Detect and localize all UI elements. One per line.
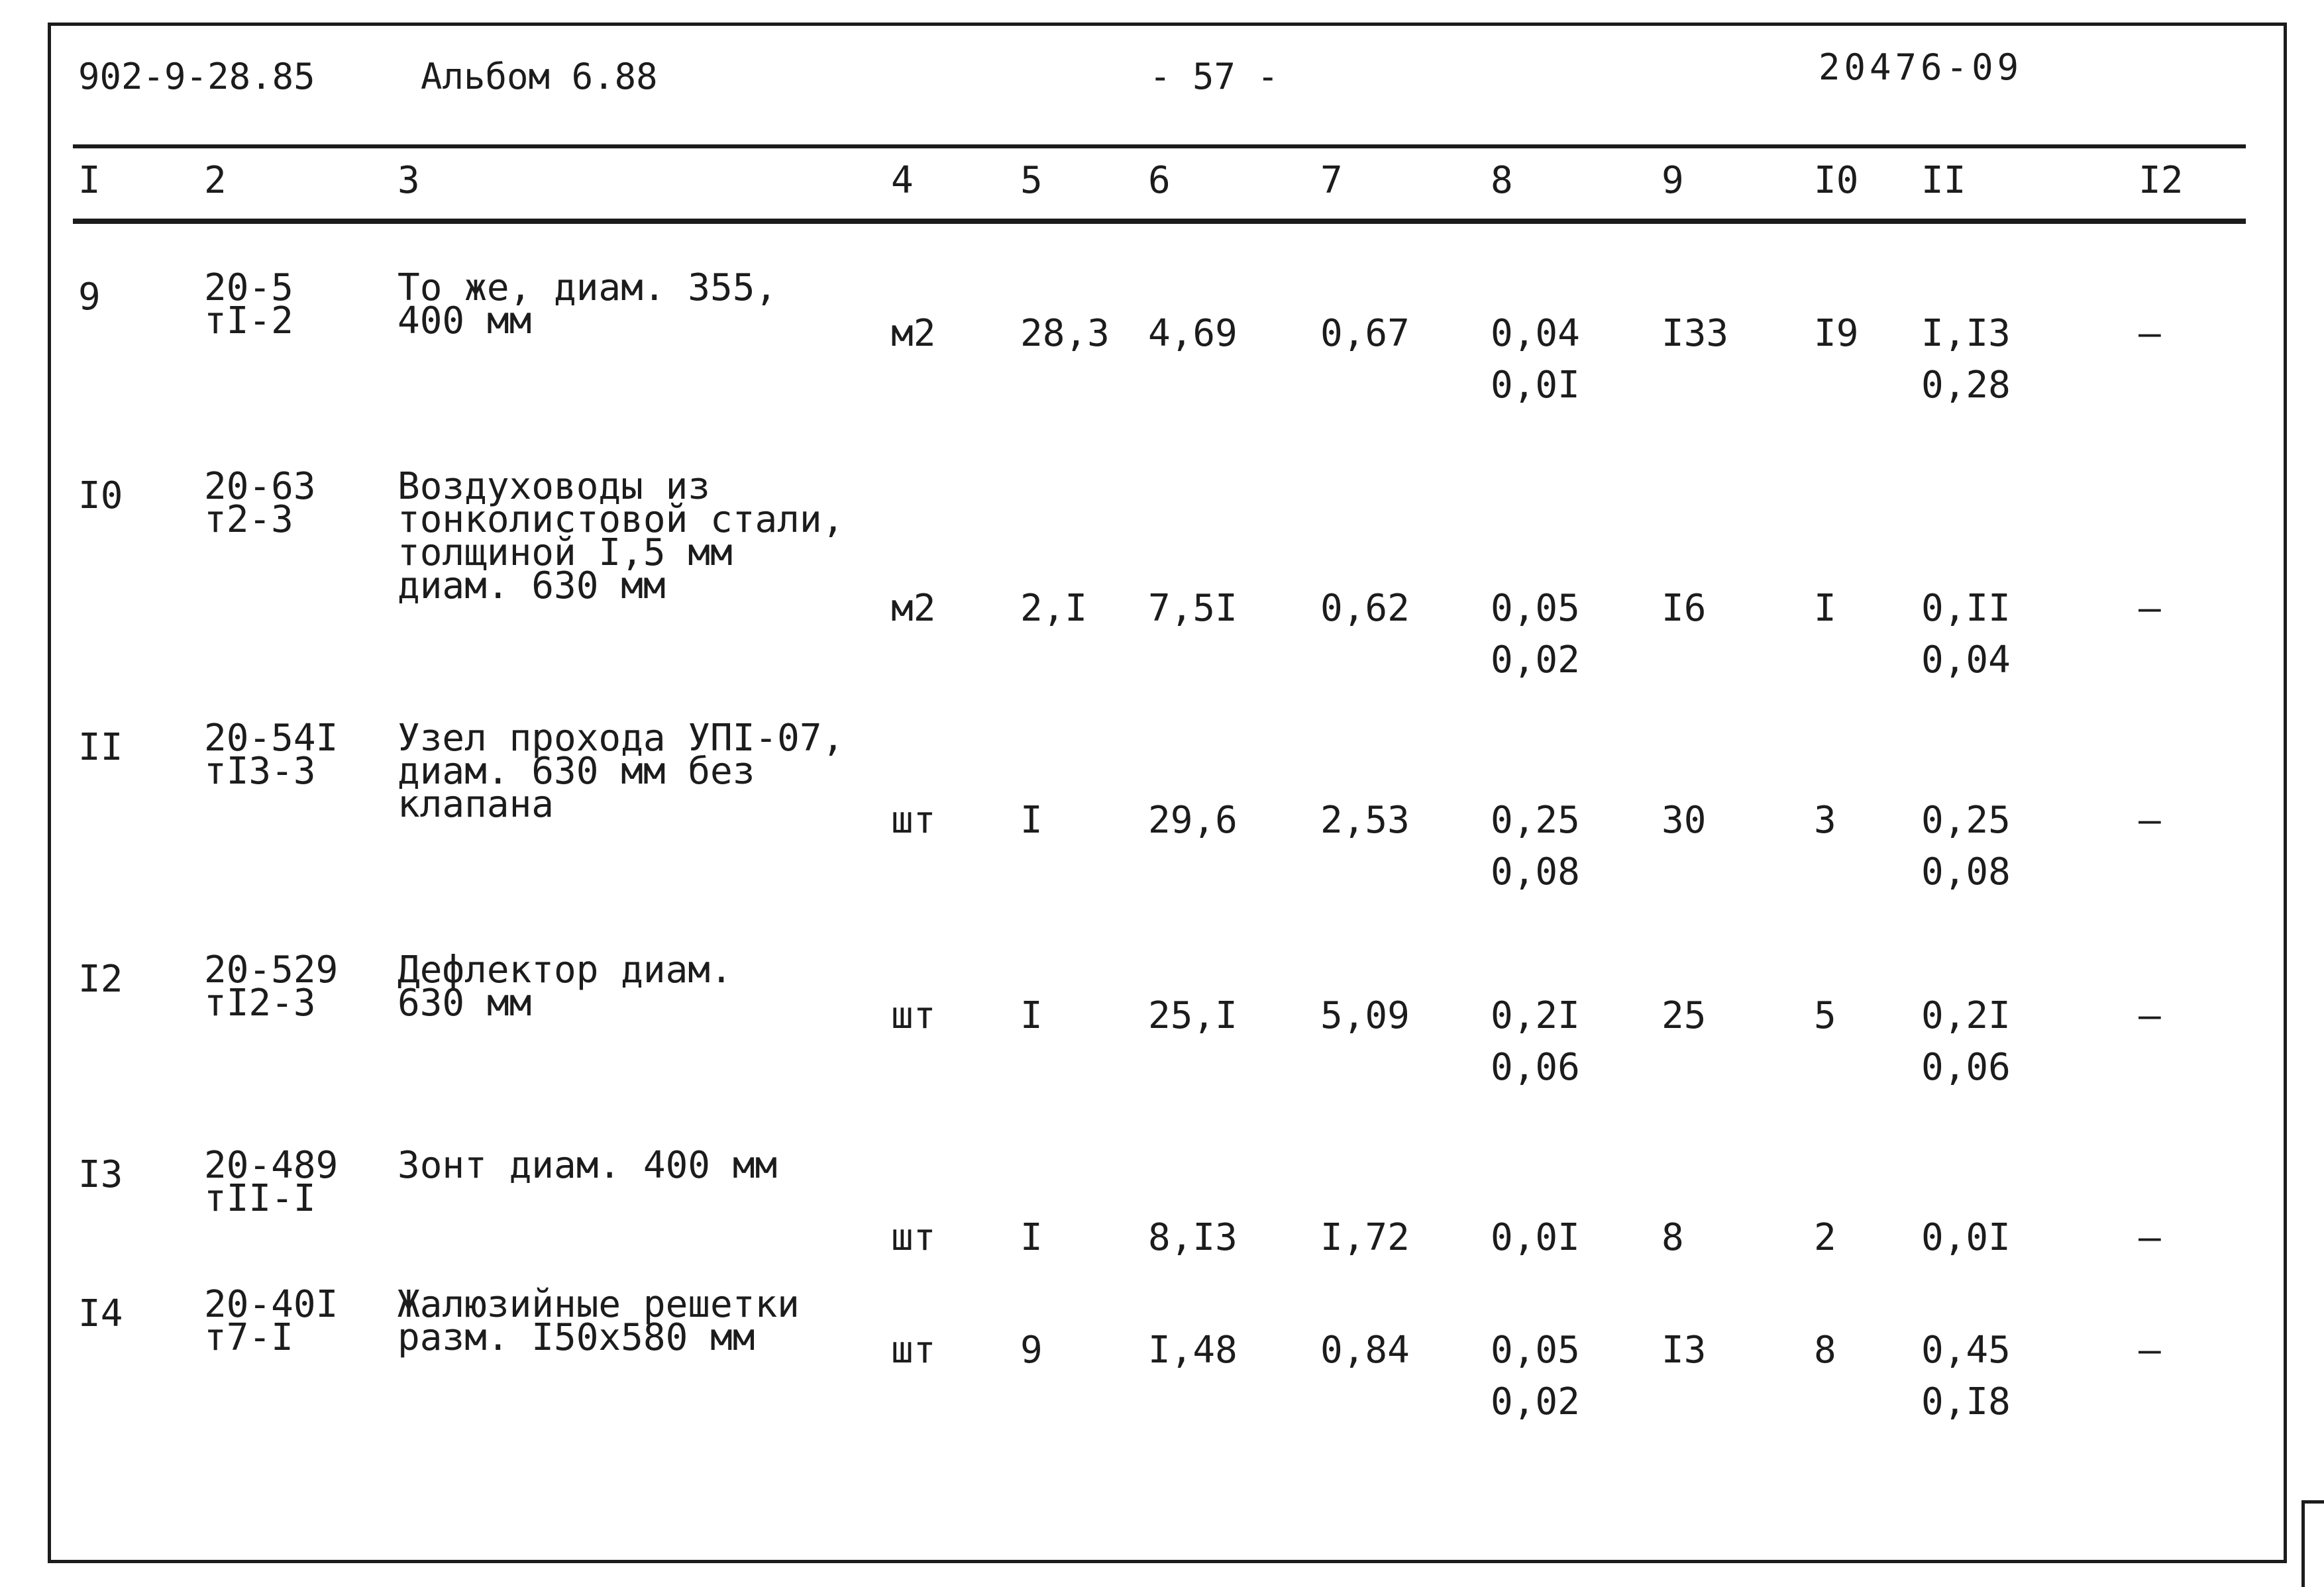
row-col7: 0,84 [1320,1329,1410,1372]
row-col10: 3 [1814,799,1836,842]
column-header-5: 5 [1020,159,1043,202]
row-col6: 7,5I [1148,587,1238,630]
row-code: тI3-3 [204,750,316,793]
row-col11: 0,I8 [1921,1380,2011,1423]
row-col11: 0,25 [1921,799,2011,842]
column-header-7: 7 [1320,159,1343,202]
row-col8: 0,05 [1491,587,1580,630]
sheet-edge-mark [2301,1500,2305,1587]
row-description: Дефлектор диам. [397,948,733,992]
row-code: 20-5 [204,266,293,309]
column-header-4: 4 [891,159,914,202]
row-description: толщиной I,5 мм [397,531,733,574]
album-label: Альбом 6.88 [421,56,658,97]
row-col7: I,72 [1320,1216,1410,1259]
row-col8: 0,04 [1491,312,1580,355]
column-header-12: I2 [2139,159,2184,202]
row-description: Зонт диам. 400 мм [397,1144,778,1187]
row-col8: 0,02 [1491,639,1580,682]
stamp-number: 20476-09 [1819,46,2023,88]
row-description: тонколистовой стали, [397,498,845,541]
row-col9: I33 [1662,312,1729,355]
row-col6: 4,69 [1148,312,1238,355]
row-col5: I [1020,994,1043,1037]
row-unit: шт [891,1329,936,1372]
row-code: 20-529 [204,948,339,992]
row-col10: I9 [1814,312,1859,355]
row-col8: 0,06 [1491,1046,1580,1089]
row-col9: I6 [1662,587,1707,630]
row-description: Узел прохода УПI-07, [397,717,845,760]
row-col5: I [1020,799,1043,842]
row-col11: 0,04 [1921,639,2011,682]
row-unit: м2 [891,587,936,630]
row-col12: – [2139,1216,2161,1259]
row-col12: – [2139,799,2161,842]
row-description: диам. 630 мм [397,564,666,607]
column-header-11: II [1921,159,1966,202]
row-col8: 0,08 [1491,850,1580,894]
row-unit: шт [891,1216,936,1259]
row-col9: 8 [1662,1216,1684,1259]
row-col5: 28,3 [1020,312,1110,355]
row-col7: 2,53 [1320,799,1410,842]
row-col12: – [2139,1329,2161,1372]
row-code: тI-2 [204,299,293,342]
row-number: II [78,726,123,769]
header-rule-top [73,144,2246,148]
row-col6: 29,6 [1148,799,1238,842]
row-col5: I [1020,1216,1043,1259]
row-col8: 0,0I [1491,364,1580,407]
row-col8: 0,05 [1491,1329,1580,1372]
row-description: клапана [397,783,555,826]
row-col5: 9 [1020,1329,1043,1372]
row-col9: 25 [1662,994,1707,1037]
row-code: т7-I [204,1316,293,1359]
row-code: 20-489 [204,1144,339,1187]
row-col12: – [2139,587,2161,630]
row-col11: 0,II [1921,587,2011,630]
row-code: тII-I [204,1177,316,1220]
row-col7: 5,09 [1320,994,1410,1037]
column-header-9: 9 [1662,159,1684,202]
column-header-6: 6 [1148,159,1171,202]
row-col9: 30 [1662,799,1707,842]
row-description: То же, диам. 355, [397,266,778,309]
row-number: I3 [78,1153,123,1196]
page-number: - 57 - [1149,56,1279,97]
row-col7: 0,62 [1320,587,1410,630]
column-header-3: 3 [397,159,420,202]
row-unit: шт [891,994,936,1037]
row-unit: м2 [891,312,936,355]
row-col7: 0,67 [1320,312,1410,355]
row-col10: 5 [1814,994,1836,1037]
row-col11: I,I3 [1921,312,2011,355]
row-number: I0 [78,474,123,517]
row-number: 9 [78,276,101,319]
row-col10: I [1814,587,1836,630]
row-number: I4 [78,1292,123,1335]
row-col8: 0,02 [1491,1380,1580,1423]
column-header-8: 8 [1491,159,1513,202]
row-col8: 0,0I [1491,1216,1580,1259]
row-description: диам. 630 мм без [397,750,755,793]
row-col8: 0,2I [1491,994,1580,1037]
row-description: 630 мм [397,982,532,1025]
header-rule-bottom [73,219,2246,224]
column-header-2: 2 [204,159,227,202]
row-col11: 0,06 [1921,1046,2011,1089]
row-col8: 0,25 [1491,799,1580,842]
row-col11: 0,2I [1921,994,2011,1037]
row-col9: I3 [1662,1329,1707,1372]
row-col11: 0,0I [1921,1216,2011,1259]
row-col6: 25,I [1148,994,1238,1037]
row-col6: 8,I3 [1148,1216,1238,1259]
row-col5: 2,I [1020,587,1088,630]
row-description: Воздуховоды из [397,465,711,508]
row-code: 20-40I [204,1283,339,1326]
row-code: 20-54I [204,717,339,760]
row-code: 20-63 [204,465,316,508]
row-description: 400 мм [397,299,532,342]
row-code: тI2-3 [204,982,316,1025]
column-header-10: I0 [1814,159,1859,202]
row-description: Жалюзийные решетки [397,1283,800,1326]
row-code: т2-3 [204,498,293,541]
doc-code: 902-9-28.85 [78,56,315,97]
row-col6: I,48 [1148,1329,1238,1372]
column-header-1: I [78,159,101,202]
sheet-edge-mark-horizontal [2304,1500,2324,1504]
row-description: разм. I50х580 мм [397,1316,755,1359]
row-col11: 0,28 [1921,364,2011,407]
row-col10: 2 [1814,1216,1836,1259]
row-col10: 8 [1814,1329,1836,1372]
row-col11: 0,08 [1921,850,2011,894]
row-unit: шт [891,799,936,842]
row-number: I2 [78,958,123,1001]
row-col11: 0,45 [1921,1329,2011,1372]
row-col12: – [2139,994,2161,1037]
row-col12: – [2139,312,2161,355]
